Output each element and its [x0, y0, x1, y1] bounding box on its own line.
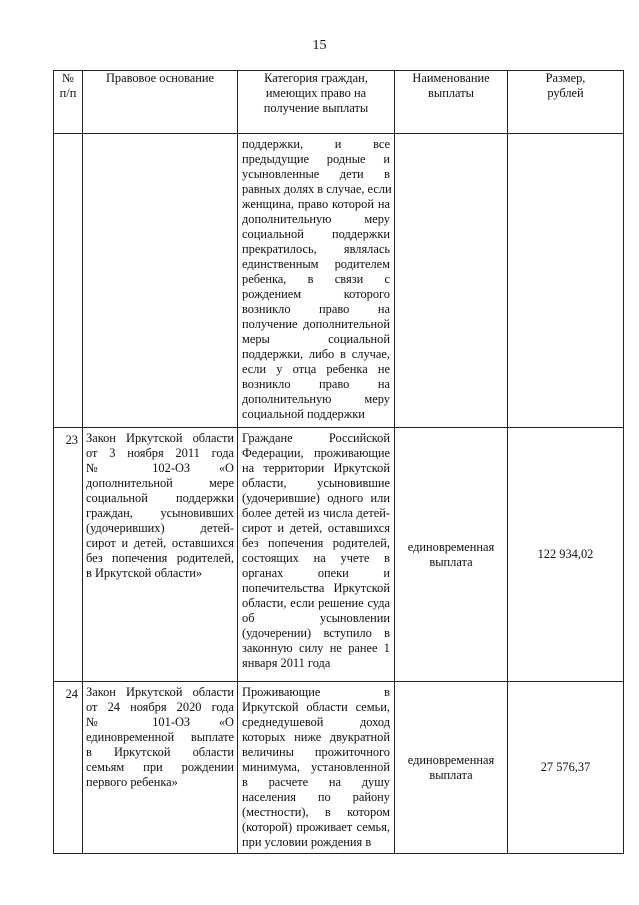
row-basis: [83, 428, 238, 682]
text-line: сирот и детей, оставшихся: [86, 536, 234, 550]
text-line: Проживающие в: [242, 685, 390, 699]
text-line: попечительства Иркутской: [242, 581, 390, 595]
text-line: об усыновлении: [242, 611, 390, 625]
text-line: дополнительной мере: [86, 476, 234, 490]
text-line: от 24 ноября 2020 года: [86, 700, 234, 714]
table-header-row: [54, 71, 624, 134]
row-number: 24: [54, 682, 83, 854]
table-row: [54, 428, 624, 682]
row-category: [238, 428, 395, 682]
page-number: 15: [312, 38, 327, 53]
text-line: состоящих на учете в: [242, 551, 390, 565]
row-category: [238, 134, 395, 428]
row-payment: [395, 134, 508, 428]
text-line: в Иркутской области: [86, 745, 234, 759]
row-amount: [508, 134, 624, 428]
text-line: поддержки, либо в случае,: [242, 347, 390, 361]
text-line: (удочерении) вступило в: [242, 626, 390, 640]
text-line: минимума, установленной: [242, 760, 390, 774]
row-amount: 27 576,37: [508, 682, 624, 854]
payments-table: [53, 70, 624, 854]
text-line: января 2011 года: [242, 656, 331, 670]
text-line: Закон Иркутской области: [86, 431, 234, 445]
text-line: дополнительную меру: [242, 212, 390, 226]
text-line: получение дополнительной: [242, 317, 390, 331]
text-line: единовременной выплате: [86, 730, 234, 744]
text-line: сирот и детей, оставшихся: [242, 521, 390, 535]
header-basis: Правовое основание: [83, 71, 238, 134]
text-line: если у отца ребенка не: [242, 362, 390, 376]
text-line: № 102-ОЗ «О: [86, 461, 234, 475]
text-line: от 3 ноября 2011 года: [86, 446, 234, 460]
text-line: Иркутской области семьи,: [242, 700, 390, 714]
text-line: населения по району: [242, 790, 390, 804]
table-row: [54, 134, 624, 428]
text-line: Граждане Российской: [242, 431, 390, 445]
text-line: дополнительную меру: [242, 392, 390, 406]
text-line: Закон Иркутской области: [86, 685, 234, 699]
row-payment: единовременная выплата: [395, 428, 508, 682]
text-line: единственным родителем: [242, 257, 390, 271]
header-amount: Размер, рублей: [508, 71, 624, 134]
table-row: [54, 682, 624, 854]
text-line: усыновленные дети в: [242, 167, 390, 181]
header-num: № п/п: [54, 71, 83, 134]
text-line: законную силу не ранее 1: [242, 641, 390, 655]
text-line: женщина, право которой на: [242, 197, 390, 211]
text-line: возникло право на: [242, 302, 390, 316]
row-basis: [83, 134, 238, 428]
text-line: органах опеки и: [242, 566, 390, 580]
text-line: меры социальной: [242, 332, 390, 346]
text-line: без попечения родителей,: [86, 551, 234, 565]
row-amount: 122 934,02: [508, 428, 624, 682]
text-line: ребенка, в связи с: [242, 272, 390, 286]
text-line: (местности), в котором: [242, 805, 390, 819]
text-line: при условии рождения в: [242, 835, 372, 849]
text-line: (удочеривших) детей-: [86, 521, 234, 535]
text-line: на территории Иркутской: [242, 461, 390, 475]
text-line: социальной поддержки: [86, 491, 234, 505]
text-line: среднедушевой доход: [242, 715, 390, 729]
text-line: семьям при рождении: [86, 760, 234, 774]
text-line: без попечения родителей,: [242, 536, 390, 550]
row-number: [54, 134, 83, 428]
text-line: предыдущие родные и: [242, 152, 390, 166]
row-category: [238, 682, 395, 854]
text-line: рождением которого: [242, 287, 390, 301]
text-line: более детей из числа детей-: [242, 506, 390, 520]
text-line: в расчете на душу: [242, 775, 390, 789]
text-line: области, усыновившие: [242, 476, 390, 490]
header-category: Категория граждан, имеющих право на получение выплаты: [238, 71, 395, 134]
text-line: в Иркутской области»: [86, 566, 203, 580]
text-line: № 101-ОЗ «О: [86, 715, 234, 729]
text-line: социальной поддержки: [242, 407, 365, 421]
text-line: прекратилось, являлась: [242, 242, 390, 256]
header-payment: Наименование выплаты: [395, 71, 508, 134]
text-line: Федерации, проживающие: [242, 446, 390, 460]
row-number: 23: [54, 428, 83, 682]
row-payment: единовременная выплата: [395, 682, 508, 854]
text-line: возникло право на: [242, 377, 390, 391]
text-line: равных долях в случае, если: [242, 182, 392, 196]
text-line: (которой) проживает семья,: [242, 820, 390, 834]
text-line: (удочерившие) одного или: [242, 491, 390, 505]
row-basis: [83, 682, 238, 854]
text-line: социальной поддержки: [242, 227, 390, 241]
text-line: которых ниже двукратной: [242, 730, 390, 744]
text-line: первого ребенка»: [86, 775, 178, 789]
text-line: величины прожиточного: [242, 745, 390, 759]
text-line: граждан, усыновивших: [86, 506, 234, 520]
text-line: поддержки, и все: [242, 137, 390, 151]
text-line: области, если решение суда: [242, 596, 390, 610]
